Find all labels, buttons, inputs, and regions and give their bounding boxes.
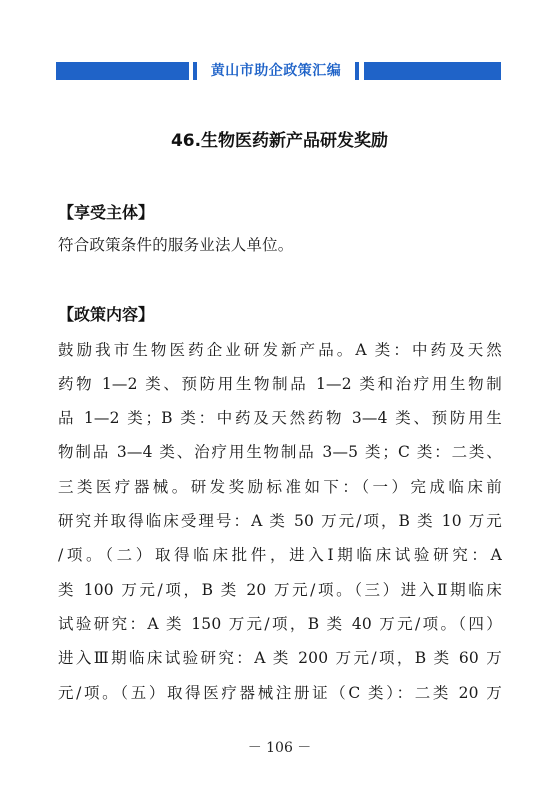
policy-line: /项。（二）取得临床批件，进入Ⅰ期临床试验研究：A	[58, 546, 502, 564]
header-bar-left	[56, 62, 189, 80]
header-bar-right	[364, 62, 501, 80]
section-heading-eligibility: 【享受主体】	[58, 203, 155, 222]
policy-line: 三类医疗器械。研发奖励标准如下：（一）完成临床前	[58, 478, 502, 496]
eligibility-text: 符合政策条件的服务业法人单位。	[58, 236, 294, 254]
policy-line: 物制品 3—4 类、治疗用生物制品 3—5 类；C 类：二类、	[58, 443, 502, 461]
policy-line: 药物 1—2 类、预防用生物制品 1—2 类和治疗用生物制	[58, 375, 502, 393]
page-number: － 106 －	[247, 740, 312, 756]
policy-line: 进入Ⅲ期临床试验研究：A 类 200 万元/项，B 类 60 万	[58, 649, 502, 667]
policy-line: 元/项。（五）取得医疗器械注册证（C 类）：二类 20 万	[58, 684, 502, 702]
policy-line: 类 100 万元/项，B 类 20 万元/项。（三）进入Ⅱ期临床	[58, 581, 502, 599]
header-band	[56, 62, 501, 80]
document-title: 46.生物医药新产品研发奖励	[170, 131, 389, 151]
policy-line: 研究并取得临床受理号：A 类 50 万元/项，B 类 10 万元	[58, 512, 502, 530]
section-heading-policy-content: 【政策内容】	[58, 305, 155, 324]
policy-line: 鼓励我市生物医药企业研发新产品。A 类：中药及天然	[58, 341, 502, 359]
header-title: 黄山市助企政策汇编	[210, 63, 342, 79]
header-separator-left	[193, 62, 197, 80]
policy-line: 品 1—2 类；B 类：中药及天然药物 3—4 类、预防用生	[58, 409, 502, 427]
header-separator-right	[355, 62, 359, 80]
policy-line: 试验研究：A 类 150 万元/项，B 类 40 万元/项。（四）	[58, 615, 502, 633]
